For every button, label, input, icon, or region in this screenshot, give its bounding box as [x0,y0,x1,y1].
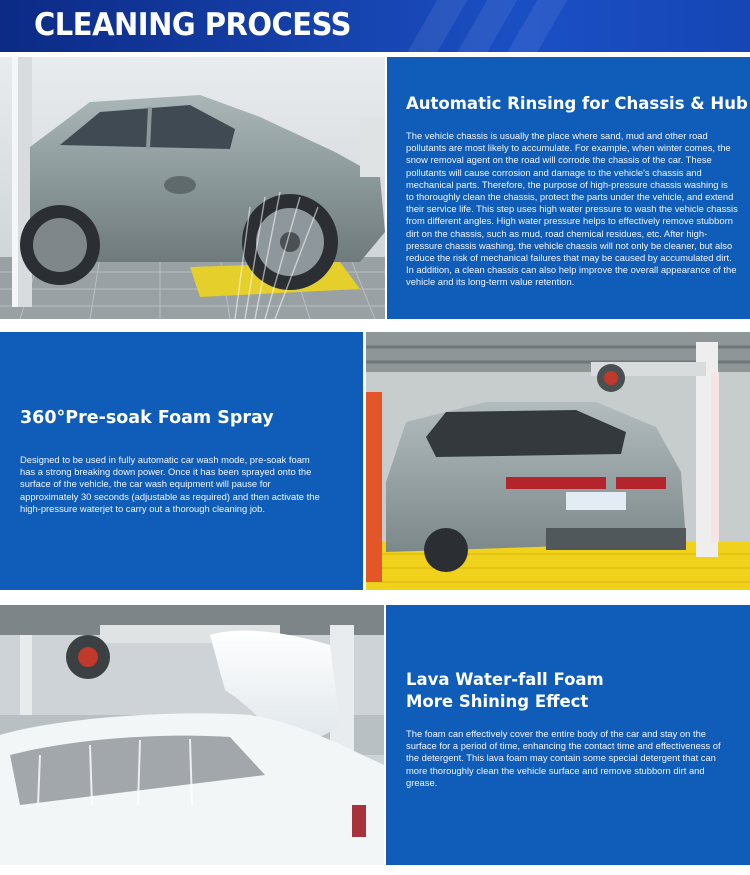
lava-foam-photo [0,605,384,865]
section-description: The foam can effectively cover the entire body of the car and stay on the surface for a period of time, enhancing the contact time and effectiveness of the detergent. This lava foam may contain some special detergent that can more thoroughly clean the vehicle surface and remove stubborn dirt and grease. [406,728,721,788]
lava-foam-panel [386,605,750,865]
pre-soak-foam-photo [366,332,750,590]
chassis-rinse-panel [387,57,750,319]
page-title: CLEANING PROCESS [34,5,352,43]
heading-line-1: Lava Water-fall Foam [406,670,604,689]
pre-soak-foam-panel [0,332,363,590]
section-description: Designed to be used in fully automatic car wash mode, pre-soak foam has a strong breaking down power. Once it has been sprayed onto the surface of the vehicle, the car wash equipment will pause for approximately 30 seconds (adjustable as required) and then activate the high-pressure waterjet to carry out a thorough cleaning job. [20,454,320,514]
section-pre-soak-foam [0,332,750,590]
section-description: The vehicle chassis is usually the place where sand, mud and other road pollutants are most likely to accumulate. For example, when winter comes, the snow removal agent on the road will corrode the chassis of the car. These pollutants will cause corrosion and damage to the vehicle's chassis and mechanical parts. Therefore, the purpose of high-pressure chassis washing is to thoroughly clean the chassis, protect the parts under the vehicle, and extend their service life. This step uses high water pressure to wash the vehicle chassis from different angles. High water pressure helps to effectively remove stubborn dirt on the chassis, such as mud, road chemical residues, etc. After high-pressure chassis washing, the vehicle chassis will not only be cleaner, but also reduce the risk of mechanical failures that may be caused by accumulated dirt. In addition, a clean chassis can also help improve the overall appearance of the vehicle and its long-term value retention. [406,130,738,288]
heading-line-2: More Shining Effect [406,692,589,711]
chassis-rinse-photo [0,57,385,319]
header-banner [0,0,750,52]
section-chassis-rinse [0,57,750,319]
section-lava-foam [0,605,750,865]
section-heading: 360°Pre-soak Foam Spray [20,408,274,428]
section-heading [406,669,604,713]
section-heading: Automatic Rinsing for Chassis & Hub [406,94,748,113]
